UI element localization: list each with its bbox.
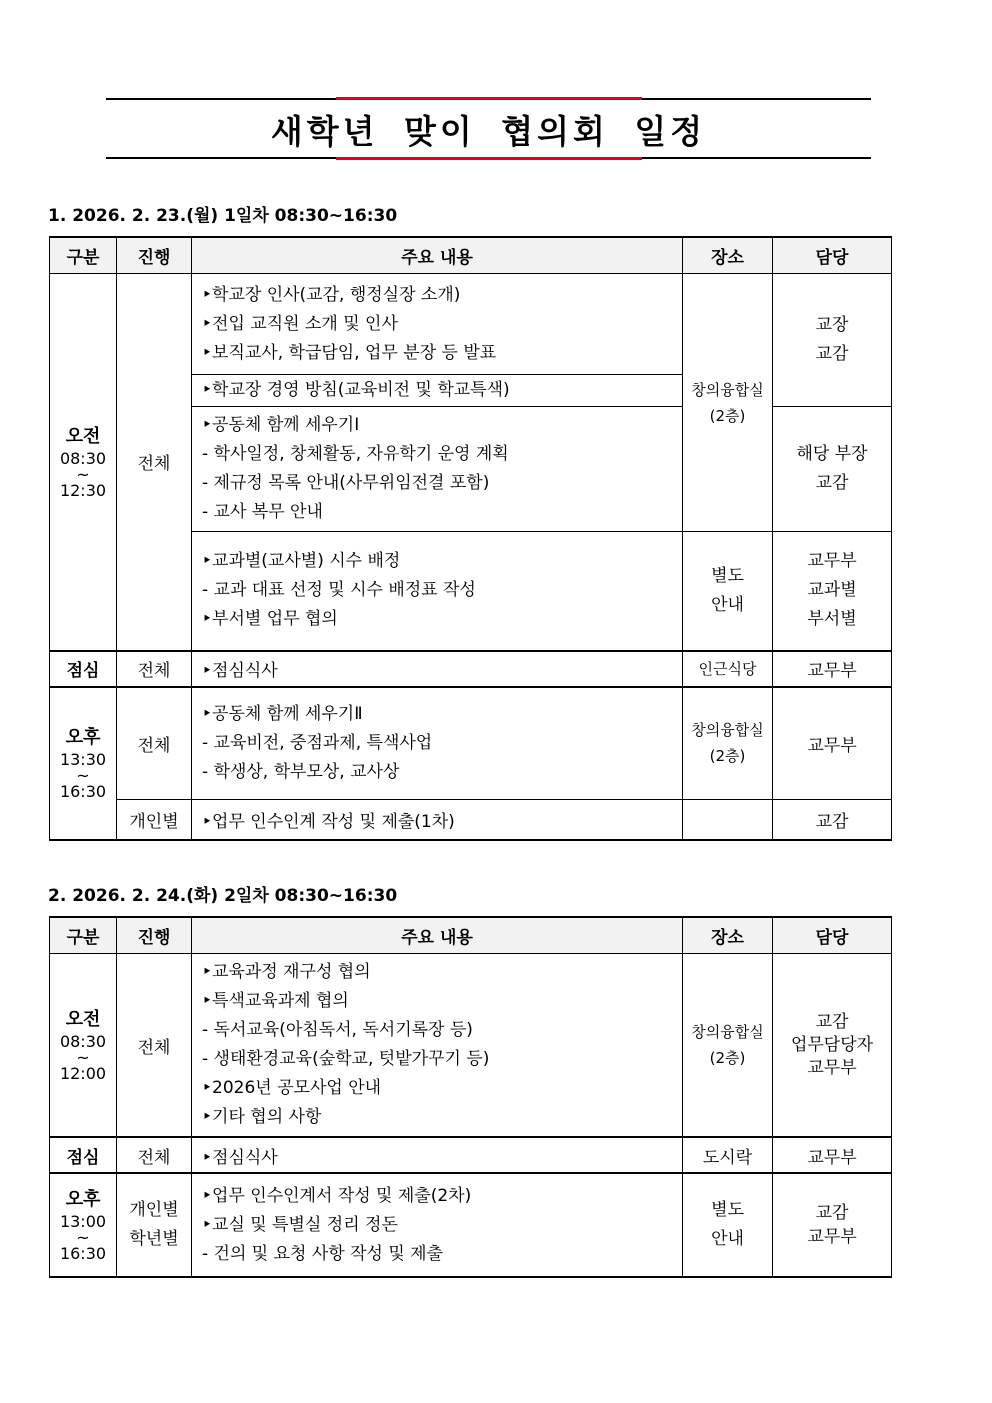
afternoon-content-2: ‣업무 인수인계 작성 및 제출(1차) bbox=[192, 800, 683, 840]
day2-heading: 2. 2026. 2. 24.(화) 2일차 08:30~16:30 bbox=[48, 886, 398, 906]
lunch-label: 점심 bbox=[50, 1137, 117, 1173]
afternoon-sep: ~ bbox=[76, 766, 90, 785]
content-line: ‣학교장 경영 방침(교육비전 및 학교특색) bbox=[202, 380, 510, 400]
afternoon-cell bbox=[50, 1173, 117, 1277]
owner-line: 교감 bbox=[815, 1011, 849, 1032]
content-line: ‣업무 인수인계서 작성 및 제출(2차) bbox=[202, 1185, 472, 1206]
owner-line: 교감 bbox=[815, 473, 849, 493]
afternoon-progress bbox=[117, 1173, 192, 1277]
content-line: ‣교과별(교사별) 시수 배정 bbox=[202, 551, 401, 572]
morning-place bbox=[683, 954, 773, 1138]
afternoon-label: 오후 bbox=[65, 1189, 101, 1210]
content-line: ‣교육과정 재구성 협의 bbox=[202, 962, 371, 982]
content-line: ‣공동체 함께 세우기Ⅱ bbox=[202, 703, 363, 724]
lunch-place: 인근식당 bbox=[683, 651, 773, 687]
owner-line: 교무부 bbox=[807, 551, 857, 572]
owner-line: 교무부 bbox=[807, 1057, 857, 1078]
lunch-owner: 교무부 bbox=[773, 1137, 892, 1173]
owner-line: 교감 bbox=[815, 344, 849, 364]
title-bottom-accent bbox=[336, 157, 642, 160]
title-box bbox=[106, 98, 871, 160]
content-line: - 제규정 목록 안내(사무위임전결 포함) bbox=[202, 473, 490, 493]
place-line: 창의융합실 bbox=[691, 1023, 764, 1041]
content-line: ‣교실 및 특별실 정리 정돈 bbox=[202, 1214, 398, 1235]
afternoon-content-1 bbox=[192, 687, 683, 800]
header-category: 구분 bbox=[50, 917, 117, 954]
afternoon-place-1 bbox=[683, 687, 773, 800]
afternoon-owner-1: 교무부 bbox=[773, 687, 892, 800]
lunch-label: 점심 bbox=[50, 651, 117, 687]
place-line: (2층) bbox=[709, 1049, 746, 1067]
afternoon-start: 13:00 bbox=[59, 1212, 107, 1231]
header-category: 구분 bbox=[50, 237, 117, 274]
morning-cell bbox=[50, 954, 117, 1138]
morning-start: 08:30 bbox=[59, 448, 107, 468]
owner-line: 해당 부장 bbox=[796, 444, 868, 464]
morning-start: 08:30 bbox=[59, 1032, 107, 1051]
place-line: 창의융합실 bbox=[691, 721, 764, 740]
owner-cell-1 bbox=[773, 274, 892, 407]
afternoon-place bbox=[683, 1173, 773, 1277]
morning-label: 오전 bbox=[65, 425, 101, 447]
owner-line: 교감 bbox=[815, 1203, 849, 1223]
day2-table bbox=[49, 916, 892, 1278]
afternoon-place-2 bbox=[683, 800, 773, 840]
owner-line: 교무부 bbox=[807, 1227, 857, 1247]
morning-end: 12:00 bbox=[59, 1064, 107, 1083]
header-progress: 진행 bbox=[117, 237, 192, 274]
lunch-content: ‣점심식사 bbox=[192, 1137, 683, 1173]
content-line: - 건의 및 요청 사항 작성 및 제출 bbox=[202, 1243, 444, 1264]
morning-owner bbox=[773, 954, 892, 1138]
lunch-row bbox=[50, 1137, 892, 1173]
content-line: - 생태환경교육(숲학교, 텃밭가꾸기 등) bbox=[202, 1049, 490, 1069]
afternoon-owner bbox=[773, 1173, 892, 1277]
content-line: ‣기타 협의 사항 bbox=[202, 1107, 322, 1127]
morning-cell bbox=[50, 274, 117, 651]
afternoon-progress-1: 전체 bbox=[117, 687, 192, 800]
content-line: ‣특색교육과제 협의 bbox=[202, 991, 349, 1011]
header-place: 장소 bbox=[683, 237, 773, 274]
afternoon-owner-2: 교감 bbox=[773, 800, 892, 840]
header-content: 주요 내용 bbox=[192, 237, 683, 274]
day1-heading: 1. 2026. 2. 23.(월) 1일차 08:30~16:30 bbox=[48, 206, 398, 226]
morning-progress: 전체 bbox=[117, 954, 192, 1138]
content-line: ‣공동체 함께 세우기Ⅰ bbox=[202, 415, 360, 435]
place-line: (2층) bbox=[709, 406, 746, 425]
lunch-content: ‣점심식사 bbox=[192, 651, 683, 687]
place-cell-2 bbox=[683, 532, 773, 651]
owner-line: 교과별 bbox=[807, 580, 857, 601]
header-place: 장소 bbox=[683, 917, 773, 954]
place-line: 안내 bbox=[711, 1229, 744, 1249]
content-line: ‣부서별 업무 협의 bbox=[202, 609, 338, 630]
owner-line: 교장 bbox=[815, 315, 849, 335]
morning-content bbox=[192, 954, 683, 1138]
progress-line: 개인별 bbox=[129, 1200, 179, 1220]
afternoon-end: 16:30 bbox=[59, 782, 107, 801]
morning-sep: ~ bbox=[76, 464, 90, 484]
lunch-progress: 전체 bbox=[117, 651, 192, 687]
content-line: ‣학교장 인사(교감, 행정실장 소개) bbox=[202, 284, 461, 305]
lunch-place: 도시락 bbox=[683, 1137, 773, 1173]
afternoon-end: 16:30 bbox=[59, 1244, 107, 1263]
title-top-accent bbox=[336, 97, 642, 100]
header-owner: 담당 bbox=[773, 917, 892, 954]
header-row bbox=[50, 237, 892, 274]
owner-line: 부서별 bbox=[807, 609, 857, 630]
content-block-2 bbox=[192, 375, 683, 407]
place-cell-1 bbox=[683, 274, 773, 532]
afternoon-content bbox=[192, 1173, 683, 1277]
content-line: ‣보직교사, 학급담임, 업무 분장 등 발표 bbox=[202, 342, 497, 363]
content-block-3 bbox=[192, 407, 683, 532]
afternoon-progress-2: 개인별 bbox=[117, 800, 192, 840]
content-line: ‣2026년 공모사업 안내 bbox=[202, 1078, 382, 1098]
content-line: - 독서교육(아침독서, 독서기록장 등) bbox=[202, 1020, 473, 1040]
morning-progress: 전체 bbox=[117, 274, 192, 651]
afternoon-sep: ~ bbox=[76, 1228, 90, 1247]
lunch-row bbox=[50, 651, 892, 687]
place-line: 별도 bbox=[711, 565, 744, 586]
afternoon-label: 오후 bbox=[65, 727, 101, 748]
day1-table bbox=[49, 236, 892, 841]
header-progress: 진행 bbox=[117, 917, 192, 954]
owner-cell-2 bbox=[773, 407, 892, 532]
owner-cell-3 bbox=[773, 532, 892, 651]
place-line: 창의융합실 bbox=[691, 380, 764, 399]
content-line: - 학사일정, 창체활동, 자유학기 운영 계획 bbox=[202, 444, 509, 464]
document-title: 새학년 맞이 협의회 일정 bbox=[270, 112, 707, 151]
place-line: (2층) bbox=[709, 747, 746, 766]
header-row bbox=[50, 917, 892, 954]
morning-end: 12:30 bbox=[59, 480, 107, 500]
lunch-progress: 전체 bbox=[117, 1137, 192, 1173]
header-owner: 담당 bbox=[773, 237, 892, 274]
content-block-1 bbox=[192, 274, 683, 375]
content-line: - 교과 대표 선정 및 시수 배정표 작성 bbox=[202, 580, 476, 601]
content-block-4 bbox=[192, 532, 683, 651]
place-line: 안내 bbox=[711, 594, 744, 615]
morning-sep: ~ bbox=[76, 1048, 90, 1067]
header-content: 주요 내용 bbox=[192, 917, 683, 954]
afternoon-cell bbox=[50, 687, 117, 840]
content-line: ‣전입 교직원 소개 및 인사 bbox=[202, 313, 398, 334]
progress-line: 학년별 bbox=[129, 1229, 179, 1249]
lunch-owner: 교무부 bbox=[773, 651, 892, 687]
content-line: - 교사 복무 안내 bbox=[202, 502, 323, 522]
content-line: - 교육비전, 중점과제, 특색사업 bbox=[202, 732, 433, 753]
afternoon-start: 13:30 bbox=[59, 750, 107, 769]
place-line: 별도 bbox=[711, 1200, 744, 1220]
content-line: - 학생상, 학부모상, 교사상 bbox=[202, 761, 400, 782]
owner-line: 업무담당자 bbox=[790, 1034, 874, 1055]
morning-label: 오전 bbox=[65, 1009, 101, 1030]
